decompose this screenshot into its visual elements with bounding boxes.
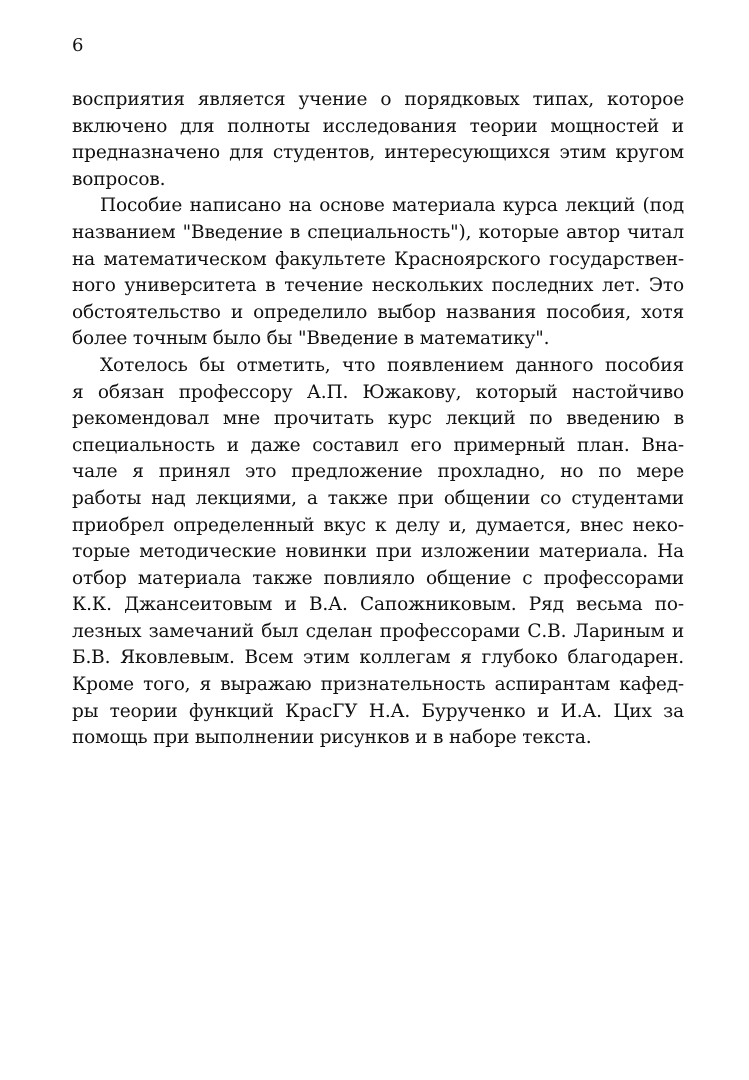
text-line: лезных замечаний был сделан профессорами С.В. Лариным и	[72, 620, 684, 642]
paragraph	[72, 353, 684, 752]
paragraph	[72, 87, 684, 193]
text-line: К.К. Джансеитовым и В.А. Сапожниковым. Ряд весьма по-	[72, 594, 684, 616]
text-line: Б.В. Яковлевым. Всем этим коллегам я глубоко благодарен.	[72, 647, 684, 669]
text-line: Кроме того, я выражаю признательность аспирантам кафед-	[72, 674, 684, 696]
paragraph	[72, 193, 684, 353]
body-text	[72, 87, 684, 752]
text-line: ного университета в течение нескольких последних лет. Это	[72, 275, 684, 297]
text-line: Пособие написано на основе материала курса лекций (под	[100, 195, 684, 217]
text-line: рекомендовал мне прочитать курс лекций по введению в	[72, 408, 684, 430]
text-line: работы над лекциями, а также при общении со студентами	[72, 487, 684, 509]
text-line: восприятия является учение о порядковых типах, которое	[72, 89, 684, 110]
text-line: вопросов.	[72, 168, 166, 190]
text-line: названием "Введение в специальность"), которые автор читал	[72, 221, 684, 243]
text-line: помощь при выполнении рисунков и в наборе текста.	[72, 727, 592, 749]
text-line: торые методические новинки при изложении материала. На	[72, 541, 684, 563]
text-line: обстоятельство и определило выбор названия пособия, хотя	[72, 301, 684, 323]
text-line: отбор материала также повлияло общение с профессорами	[72, 567, 684, 589]
text-line: включено для полноты исследования теории мощностей и	[72, 115, 684, 137]
text-line: предназначено для студентов, интересующихся этим кругом	[72, 142, 684, 164]
page-number: 6	[72, 35, 84, 56]
text-line: Хотелось бы отметить, что появлением данного пособия	[100, 354, 684, 376]
text-line: на математическом факультете Красноярского государствен-	[72, 248, 684, 270]
text-line: я обязан профессору А.П. Южакову, который настойчиво	[72, 381, 684, 403]
text-line: более точным было бы "Введение в математику".	[72, 328, 550, 350]
text-line: ры теории функций КрасГУ Н.А. Бурученко и И.А. Цих за	[72, 700, 684, 722]
text-line: приобрел определенный вкус к делу и, думается, внес неко-	[72, 514, 684, 536]
text-line: чале я принял это предложение прохладно, но по мере	[72, 461, 684, 483]
text-line: специальность и даже составил его примерный план. Вна-	[72, 434, 684, 456]
